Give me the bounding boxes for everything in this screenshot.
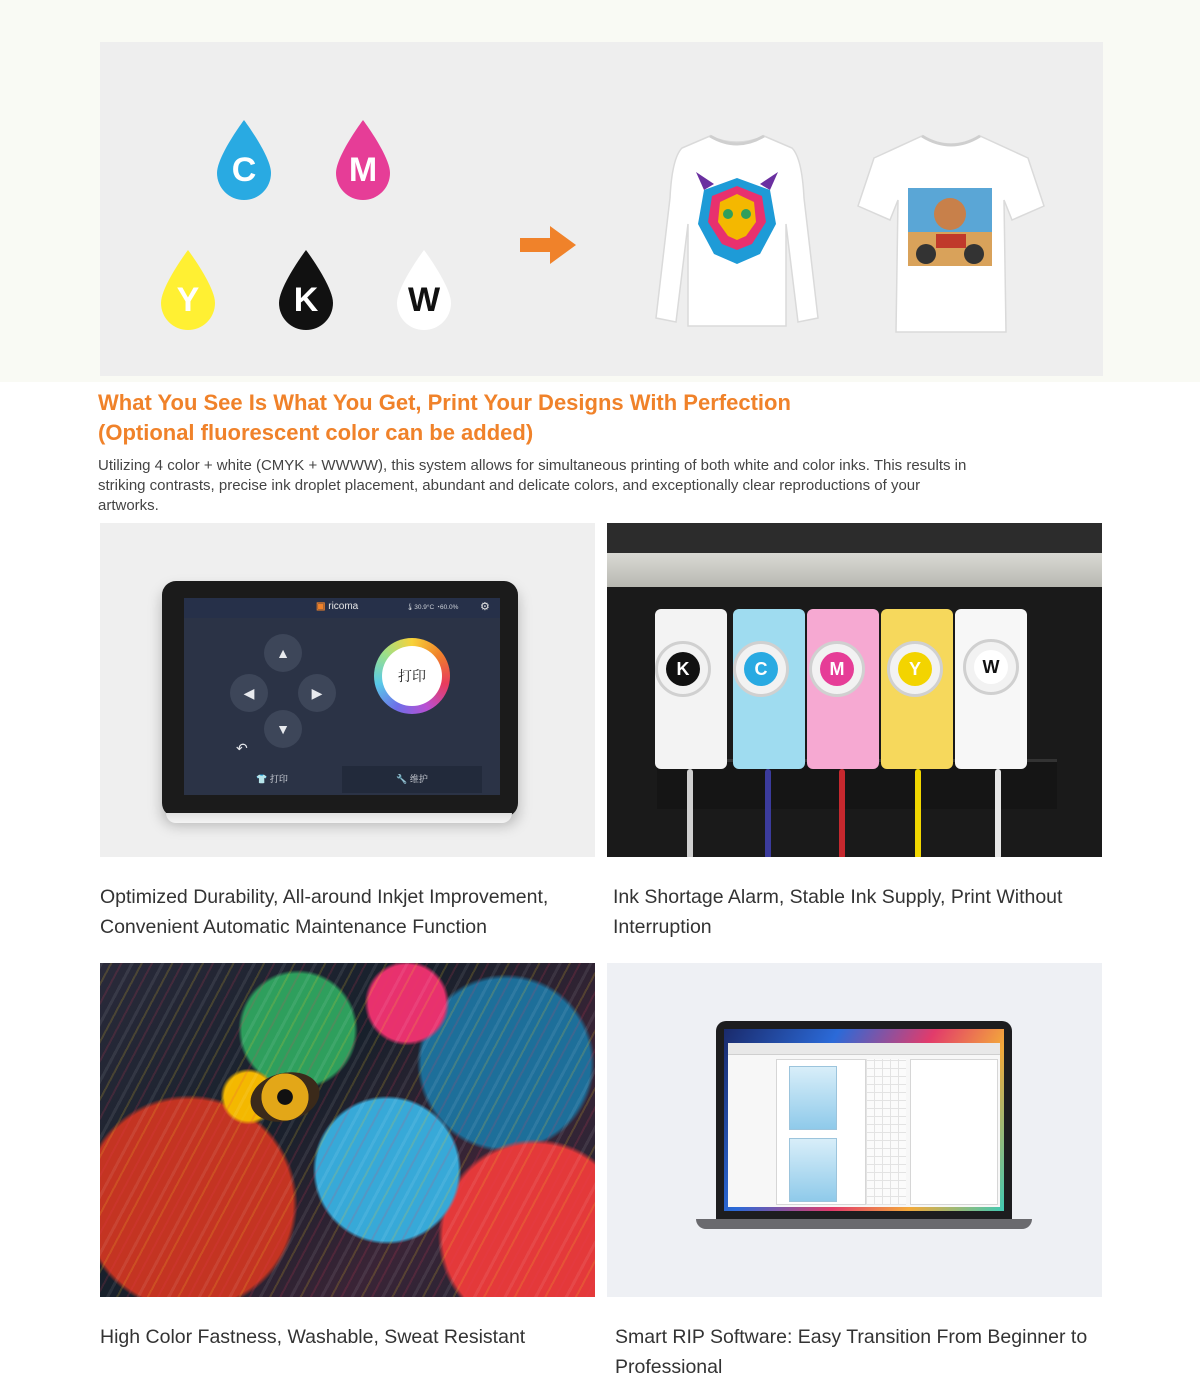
- ink-letter-k: K: [293, 281, 319, 319]
- ink-drop-black: [279, 250, 333, 330]
- tablet-status-bar: [184, 598, 500, 618]
- tab-print-label: 打印: [269, 774, 288, 784]
- bottle-cap-yellow: [887, 641, 943, 697]
- ink-drop-magenta: [336, 120, 390, 200]
- ink-drop-yellow: [161, 250, 215, 330]
- feature-caption-1: Optimized Durability, All-around Inkjet Improvement, Convenient Automatic Maintenance Function: [100, 886, 549, 938]
- print-button[interactable]: 打印: [382, 646, 442, 706]
- bottle-cap-cyan: [733, 641, 789, 697]
- tab-print[interactable]: [202, 766, 342, 793]
- back-icon[interactable]: ↶: [236, 740, 248, 756]
- cap-letter-w: W: [974, 650, 1008, 684]
- rip-canvas: [776, 1059, 866, 1205]
- rip-software-window: [728, 1043, 1000, 1207]
- wrench-icon: 🔧: [396, 774, 408, 784]
- ink-tube-magenta: [839, 769, 845, 857]
- ink-tube-black: [687, 769, 693, 857]
- tablet-brand: [316, 601, 358, 612]
- feature-image-ink-supply: [607, 523, 1102, 857]
- arrow-right-icon: [520, 226, 576, 264]
- cap-letter-m: M: [820, 652, 854, 686]
- fabric-texture: [100, 963, 595, 1297]
- ink-tube-yellow: [915, 769, 921, 857]
- ink-letter-m: M: [348, 151, 378, 189]
- tablet-sensor-readout: 🌡30.9°C ◔60.0%: [406, 604, 459, 611]
- laptop-screen: [724, 1029, 1004, 1211]
- ink-letter-y: Y: [176, 281, 200, 319]
- artwork-thumbnail: [789, 1138, 837, 1202]
- tablet-tab-bar: [202, 766, 482, 793]
- tshirt-image: [856, 128, 1046, 338]
- tablet-brand-text: ricoma: [328, 601, 359, 612]
- ink-tube-white: [995, 769, 1001, 857]
- headline-line-2: (Optional fluorescent color can be added): [98, 420, 534, 445]
- brand-logo-icon: ▣: [316, 601, 326, 612]
- feature-image-printed-fabric: [100, 963, 595, 1297]
- section-description: Utilizing 4 color + white (CMYK + WWWW), this system allows for simultaneous printing of both white and color inks. This results in striking contrasts, precise ink droplet placement, abundant and delicate colors, and exceptionally clear reproductions of your artworks.: [98, 457, 967, 514]
- tablet-stand: [166, 813, 512, 823]
- ink-rail: [607, 553, 1102, 587]
- tshirt-icon: 👕: [256, 774, 268, 784]
- feature-caption-2: Ink Shortage Alarm, Stable Ink Supply, Print Without Interruption: [613, 886, 1063, 938]
- rip-settings-panel: [910, 1059, 998, 1205]
- artwork-thumbnail: [789, 1066, 837, 1130]
- tab-maintain-label: 维护: [409, 774, 428, 784]
- touchscreen-tablet: [162, 581, 518, 817]
- tab-maintain[interactable]: [342, 766, 482, 793]
- laptop-base: [696, 1219, 1032, 1229]
- ink-letter-w: W: [407, 281, 441, 319]
- arrow-up-button[interactable]: ▲: [264, 634, 302, 672]
- ink-drop-cyan: [217, 120, 271, 200]
- cap-letter-c: C: [744, 652, 778, 686]
- feature-caption-4: Smart RIP Software: Easy Transition From Beginner to Professional: [615, 1326, 1088, 1378]
- cap-letter-y: Y: [898, 652, 932, 686]
- tablet-screen: [184, 598, 500, 795]
- ink-tube-cyan: [765, 769, 771, 857]
- arrow-right-button[interactable]: ▶: [298, 674, 336, 712]
- print-button-ring[interactable]: [374, 638, 450, 714]
- section-headline: [98, 388, 998, 448]
- feature-image-rip-software: [607, 963, 1102, 1297]
- arrow-left-button[interactable]: ◀: [230, 674, 268, 712]
- rip-toolbar: [728, 1043, 1000, 1055]
- feature-caption-3: High Color Fastness, Washable, Sweat Resistant: [100, 1326, 526, 1348]
- long-sleeve-shirt-image: [652, 128, 822, 328]
- laptop: [716, 1021, 1012, 1219]
- bottle-cap-black: [655, 641, 711, 697]
- feature-image-touchscreen: [100, 523, 595, 857]
- tablet-temperature: 30.9°C: [414, 604, 435, 611]
- bottle-cap-white: [963, 639, 1019, 695]
- gear-icon[interactable]: ⚙: [480, 601, 490, 613]
- headline-line-1: What You See Is What You Get, Print Your Designs With Perfection: [98, 390, 791, 415]
- bottle-cap-magenta: [809, 641, 865, 697]
- arrow-down-button[interactable]: ▼: [264, 710, 302, 748]
- rip-grid: [866, 1059, 906, 1205]
- tablet-humidity: 60.0%: [439, 604, 459, 611]
- ink-drop-white: [397, 250, 451, 330]
- cap-letter-k: K: [666, 652, 700, 686]
- ink-letter-c: C: [231, 151, 257, 189]
- cmykw-hero-panel: [100, 42, 1103, 376]
